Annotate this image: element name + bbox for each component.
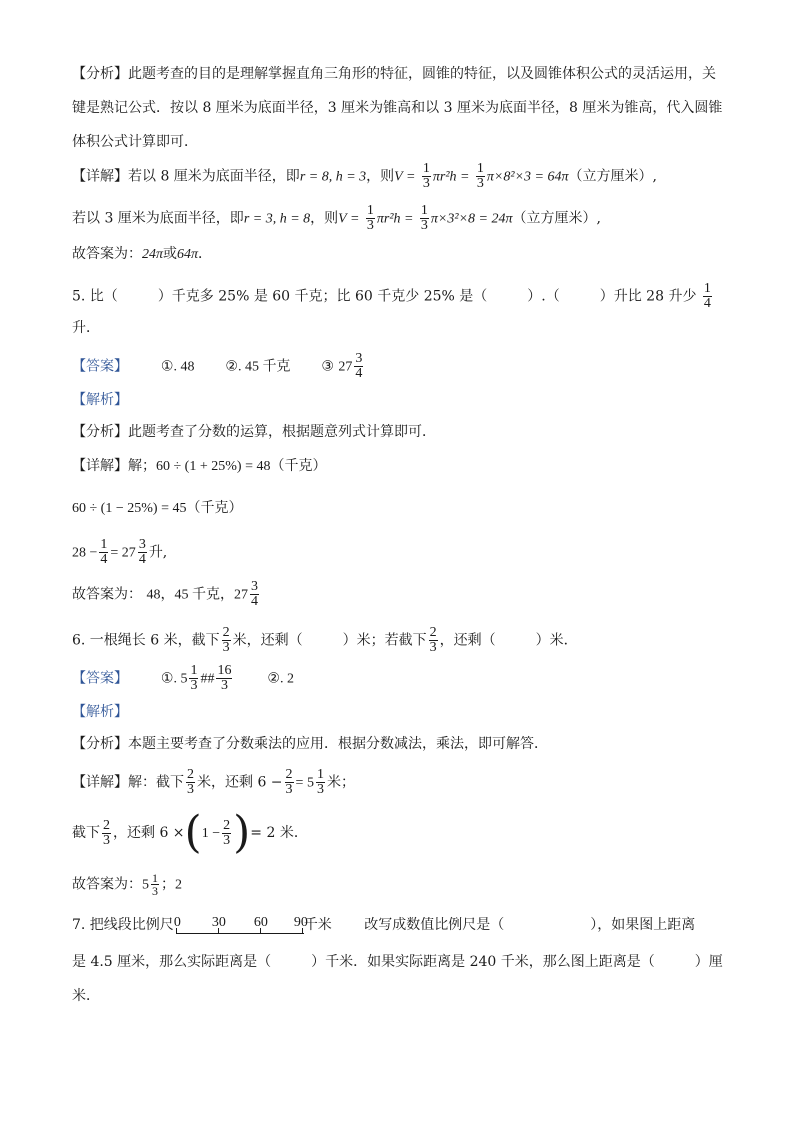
question-7-cont <box>72 952 723 972</box>
detail-text: 若以 8 厘米为底面半径，即 <box>128 168 300 185</box>
fraction: $\frac{2}{3}$ <box>103 817 110 848</box>
line-scale <box>173 914 308 936</box>
mixed-whole: 5 <box>142 877 149 893</box>
answer-summary-6 <box>72 872 182 897</box>
detail-text: 若以 3 厘米为底面半径，即 <box>72 210 244 227</box>
question-text: ）米；若截下 <box>342 632 427 649</box>
analysis-5 <box>72 422 436 442</box>
question-5-cont <box>72 318 100 338</box>
fraction: $\frac{1}{4}$ <box>100 537 108 567</box>
unit: 米； <box>326 774 355 791</box>
fraction: $\frac{1}{3}$ <box>152 871 158 898</box>
detail-5a <box>72 456 326 477</box>
detail-text: 米，还剩 6 − <box>197 774 283 791</box>
analysis-tag: 【分析】 <box>72 736 128 752</box>
question-text: 升． <box>72 320 100 336</box>
condition: r = 3, h = 8 <box>243 211 311 227</box>
question-text: ），如果图上距离 <box>590 917 696 933</box>
left-paren: ( <box>184 807 202 858</box>
unit: （立方厘米）, <box>512 210 601 227</box>
question-7 <box>72 914 695 936</box>
fraction: $\frac{2}{3}$ <box>223 817 231 848</box>
analysis-text: 此题考查了分数的运算，根据题意列式计算即可． <box>128 424 436 440</box>
explanation-tag: 【解析】 <box>72 392 128 408</box>
separator: ， <box>160 586 175 603</box>
fraction: $\frac{1}{4}$ <box>703 281 711 311</box>
question-text: 米，还剩（ <box>232 632 303 649</box>
formula-result: π×3²×8 = 24π <box>430 211 513 227</box>
unit: （千克） <box>270 458 327 474</box>
fraction: $\frac{3}{4}$ <box>250 579 258 609</box>
expression: = 27 <box>110 545 136 561</box>
scale-label: 0 <box>173 915 181 930</box>
question-7-cont2 <box>72 986 100 1006</box>
answer-index: ② <box>225 358 238 375</box>
question-text: ）厘 <box>694 954 723 970</box>
fraction: $\frac{2}{3}$ <box>187 767 194 797</box>
question-text: ，还剩（ <box>439 632 496 649</box>
volume-symbol: V = <box>338 211 360 227</box>
answer-index: ② <box>267 670 280 687</box>
analysis-text: 本题主要考查了分数乘法的应用．根据分数减法，乘法，即可解答． <box>128 736 548 752</box>
fraction: $\frac{2}{3}$ <box>429 625 437 655</box>
answer-value: . 2 <box>279 671 294 687</box>
question-text: 米． <box>72 988 100 1004</box>
fraction: $\frac{16}{3}$ <box>217 663 232 693</box>
expression: 60 ÷ (1 − 25%) = 45 <box>72 501 187 516</box>
separator: ## <box>200 671 215 687</box>
analysis-line-3 <box>72 132 198 152</box>
scale-label: 30 <box>211 915 226 930</box>
period: ． <box>198 246 213 262</box>
volume-symbol: V = <box>394 169 416 185</box>
question-text: 是 4.5 厘米，那么实际距离是（ <box>72 954 272 970</box>
detail-text: 解； <box>128 458 156 474</box>
detail-then: ，则 <box>310 210 339 227</box>
fraction: $\frac{3}{4}$ <box>355 351 363 381</box>
detail-line-1 <box>72 162 657 191</box>
answer-line-4 <box>72 244 212 265</box>
detail-5b <box>72 498 242 519</box>
analysis-tag: 【分析】 <box>72 66 128 82</box>
analysis-tag: 【分析】 <box>72 424 128 440</box>
analysis-line-2 <box>72 98 722 118</box>
fraction: $\frac{1}{3}$ <box>316 767 324 797</box>
answer-value: 48 <box>146 587 161 603</box>
explanation-5-tag <box>72 390 128 410</box>
fraction: $\frac{1}{3}$ <box>476 161 484 191</box>
answer-prefix: 故答案为： <box>72 876 142 893</box>
detail-tag: 【详解】 <box>72 168 128 185</box>
explanation-tag: 【解析】 <box>72 704 128 720</box>
analysis-text-2: 键是熟记公式．按以 8 厘米为底面半径，3 厘米为锥高和以 3 厘米为底面半径，8 厘米为锥高，代入圆锥 <box>72 100 723 116</box>
answer-or: 或 <box>163 246 178 262</box>
answer-tag: 【答案】 <box>72 358 128 375</box>
answer-value: 64π <box>177 247 199 262</box>
analysis-text: 此题考查的目的是理解掌握直角三角形的特征，圆锥的特征，以及圆锥体积公式的灵活运用，关 <box>128 66 716 82</box>
unit: 升, <box>148 544 168 561</box>
fraction: $\frac{3}{4}$ <box>138 537 146 567</box>
answer-index: ③ <box>321 358 334 375</box>
question-5 <box>72 282 714 311</box>
answer-tag: 【答案】 <box>72 670 128 687</box>
answer-6 <box>72 664 294 693</box>
scale-label: 60 <box>253 915 268 930</box>
fraction: $\frac{2}{3}$ <box>222 625 230 655</box>
mixed-whole: 27 <box>233 587 248 603</box>
answer-value: 24π <box>142 247 164 262</box>
analysis-line-1 <box>72 64 716 84</box>
answer-value: . 48 <box>173 359 195 375</box>
analysis-6 <box>72 734 548 754</box>
scale-label: 90 <box>293 915 308 930</box>
answer-prefix: 故答案为： <box>72 246 142 262</box>
detail-tag: 【详解】 <box>72 774 128 791</box>
fraction: $\frac{1}{3}$ <box>366 203 374 233</box>
question-text: ）升比 28 升少 <box>599 288 697 305</box>
mixed-whole: . 5 <box>173 671 188 687</box>
question-text: ）.（ <box>527 288 560 305</box>
answer-5 <box>72 352 365 381</box>
fraction: $\frac{1}{3}$ <box>190 663 198 693</box>
scale-unit: 千米 <box>303 917 332 933</box>
fraction: $\frac{1}{3}$ <box>420 203 428 233</box>
question-text: 6. 一根绳长 6 米，截下 <box>72 632 220 649</box>
detail-then: ，则 <box>366 168 395 185</box>
answer-value: ；2 <box>161 877 182 893</box>
question-text: 7. 把线段比例尺 <box>72 917 174 933</box>
expression: = 2 米． <box>250 825 308 841</box>
expression: 28 − <box>72 545 98 561</box>
detail-6b <box>72 807 308 858</box>
unit: （千克） <box>186 500 243 516</box>
question-text: ）千克多 25% 是 60 千克；比 60 千克少 25% 是（ <box>157 288 488 305</box>
detail-text: 截下 <box>72 825 100 841</box>
answer-index: ① <box>160 670 174 687</box>
condition: r = 8, h = 3 <box>299 169 367 185</box>
question-text: ）米． <box>535 632 578 649</box>
right-paren: ) <box>233 807 251 858</box>
expression: 60 ÷ (1 + 25%) = 48 <box>156 459 271 474</box>
expression: = 5 <box>295 775 314 791</box>
detail-text: ，还剩 6 × <box>113 825 185 841</box>
explanation-6-tag <box>72 702 128 722</box>
formula: πr²h = <box>376 211 414 227</box>
answer-prefix: 故答案为： <box>72 586 142 603</box>
answer-index: ① <box>160 358 174 375</box>
question-6 <box>72 626 578 655</box>
detail-text: 解：截下 <box>128 774 184 791</box>
separator: ， <box>219 586 234 603</box>
fraction: $\frac{2}{3}$ <box>285 767 293 797</box>
formula: πr²h = <box>432 169 470 185</box>
fraction: $\frac{1}{3}$ <box>422 161 430 191</box>
question-text: ）千米．如果实际距离是 240 千米，那么图上距离是（ <box>311 954 655 970</box>
answer-summary-5 <box>72 580 261 609</box>
answer-value: . 45 千克 <box>237 359 291 375</box>
expression: 1 − <box>201 826 221 841</box>
analysis-text-3: 体积公式计算即可． <box>72 134 198 150</box>
question-text: 改写成数值比例尺是（ <box>364 917 505 933</box>
unit: （立方厘米）, <box>568 168 657 185</box>
question-text: 5. 比（ <box>72 288 118 305</box>
detail-tag: 【详解】 <box>72 458 128 474</box>
mixed-whole: 27 <box>338 359 353 375</box>
detail-6a <box>72 768 355 797</box>
detail-5c <box>72 538 167 567</box>
detail-line-2 <box>72 204 601 233</box>
formula-result: π×8²×3 = 64π <box>486 169 569 185</box>
answer-value: 45 千克 <box>174 587 220 603</box>
